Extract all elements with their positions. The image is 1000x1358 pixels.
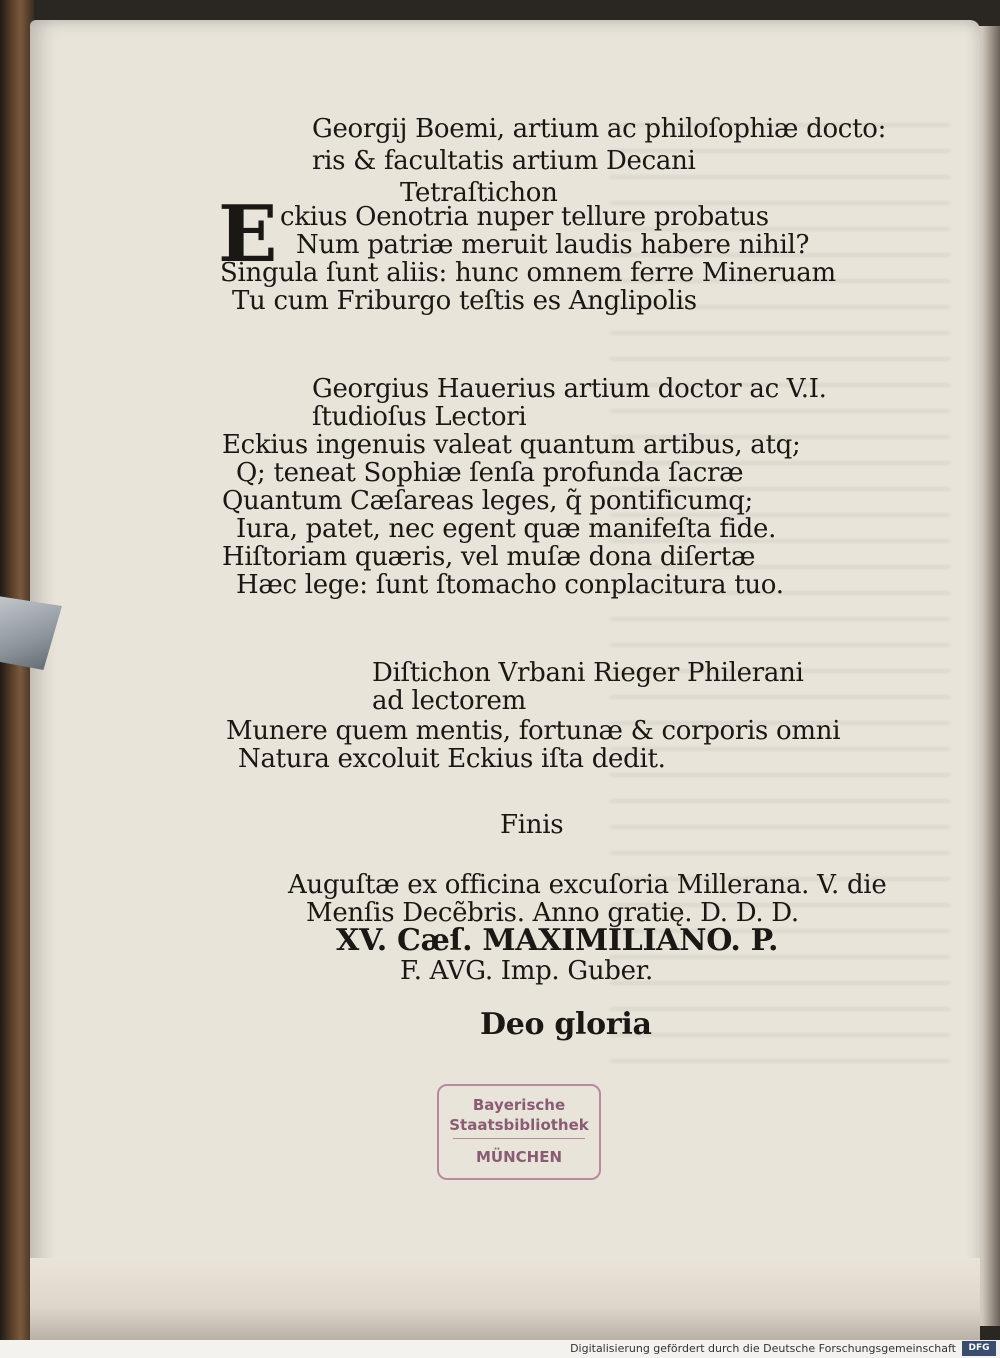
text-line: Num patriæ meruit laudis habere nihil? — [296, 230, 810, 260]
text-line: ckius Oenotria nuper tellure probatus — [280, 202, 769, 232]
text-line: Georgij Boemi, artium ac philoſophiæ docto: — [312, 114, 887, 144]
text-line: Auguſtæ ex officina excuſoria Millerana. V. die — [288, 870, 887, 900]
text-line: Singula ſunt aliis: hunc omnem ferre Mineruam — [220, 258, 836, 288]
text-line: Diſtichon Vrbani Rieger Philerani — [372, 658, 804, 688]
text-line: Finis — [500, 810, 564, 840]
text-line: ad lectorem — [372, 686, 526, 716]
text-line: Eckius ingenuis valeat quantum artibus, atq; — [222, 430, 801, 460]
text-line: Deo gloria — [480, 1007, 652, 1042]
text-line: Hiſtoriam quæris, vel muſæ dona diſertæ — [222, 542, 756, 572]
text-line: Natura excoluit Eckius iſta dedit. — [238, 744, 666, 774]
text-line: Q; teneat Sophiæ ſenſa profunda ſacræ — [236, 458, 744, 488]
text-line: ris & facultatis artium Decani — [312, 146, 696, 176]
text-line: Munere quem mentis, fortunæ & corporis omni — [226, 716, 841, 746]
text-line: Quantum Cæſareas leges, q̃ pontificumq; — [222, 486, 754, 516]
funding-credit: Digitalisierung gefördert durch die Deutsche Forschungsgemeinschaft — [570, 1342, 956, 1355]
text-line: ſtudioſus Lectori — [312, 402, 527, 432]
text-line: Georgius Hauerius artium doctor ac V.I. — [312, 374, 827, 404]
text-line: Menſis Decẽbris. Anno gratię. D. D. D. — [306, 898, 799, 928]
text-line: Tetraſtichon — [400, 178, 558, 208]
text-line: F. AVG. Imp. Guber. — [400, 956, 653, 986]
text-line: XV. Cæſ. MAXIMILIANO. P. — [336, 923, 779, 958]
stamp-divider — [453, 1138, 585, 1139]
stamp-line: Bayerische — [472, 1096, 566, 1114]
library-stamp — [437, 1084, 601, 1180]
text-line: Iura, patet, nec egent quæ manifeſta fide. — [236, 514, 777, 544]
dfg-logo-icon: DFG — [962, 1341, 996, 1356]
decorated-initial: E — [218, 189, 278, 280]
stamp-line: Staatsbibliothek — [449, 1116, 589, 1134]
text-line: Tu cum Friburgo teſtis es Anglipolis — [232, 286, 697, 316]
text-line: Hæc lege: ſunt ſtomacho conplacitura tuo. — [236, 570, 784, 600]
stamp-line: MÜNCHEN — [475, 1148, 563, 1166]
